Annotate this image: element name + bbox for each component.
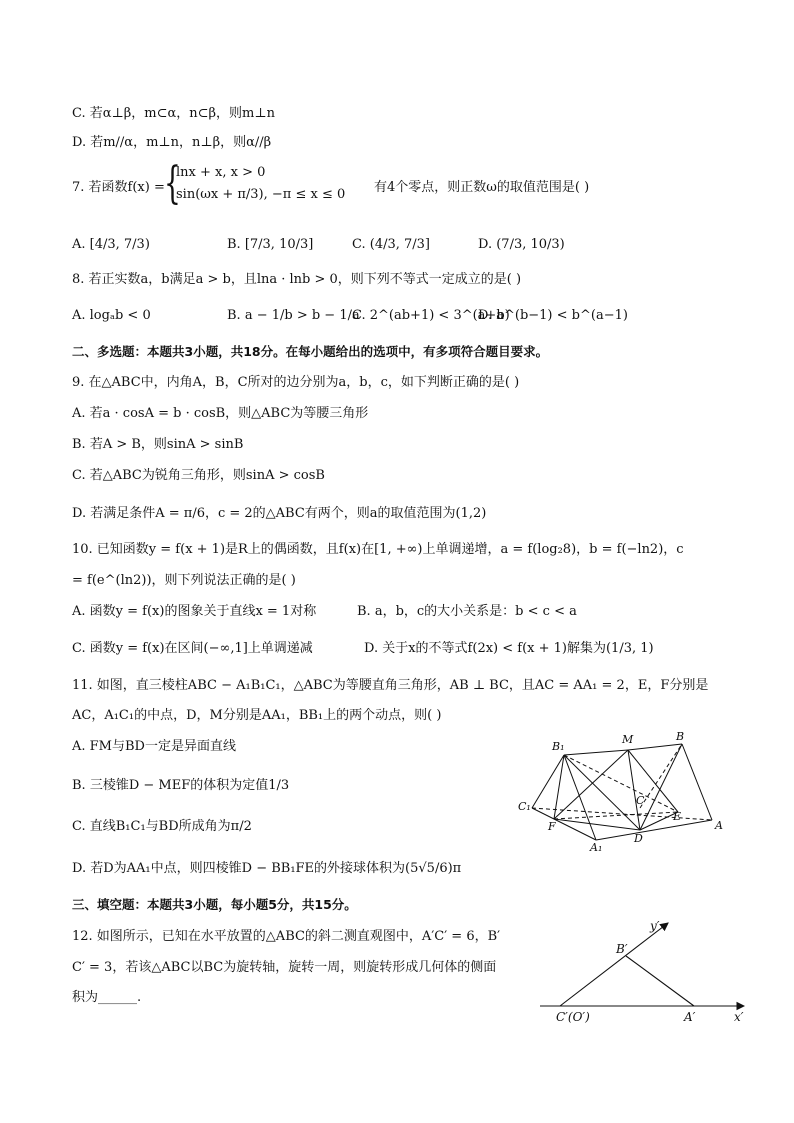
axis-label-x: x′	[734, 1010, 744, 1024]
q7-option-a: A. [4/3, 7/3)	[72, 237, 150, 252]
fig-label-a-prime: A′	[684, 1010, 696, 1024]
fig-label-d: D	[634, 832, 643, 845]
q9-option-a: A. 若a · cosA = b · cosB，则△ABC为等腰三角形	[72, 406, 369, 421]
fig-label-c: C	[636, 794, 645, 807]
q7-option-b: B. [7/3, 10/3]	[227, 237, 314, 252]
q10-stem-line-2: = f(e^(ln2))，则下列说法正确的是( )	[72, 573, 296, 588]
section-2-heading: 二、多选题：本题共3小题，共18分。在每小题给出的选项中，有多项符合题目要求。	[72, 344, 549, 359]
q7-lead: 7. 若函数f(x) =	[72, 180, 165, 195]
q7-case-1: lnx + x, x > 0	[176, 165, 266, 180]
fig-label-c1: C₁	[518, 800, 531, 813]
fig-label-b1: B₁	[552, 740, 565, 753]
q7-case-2: sin(ωx + π/3), −π ≤ x ≤ 0	[176, 187, 346, 202]
fig-label-a: A	[715, 819, 723, 832]
q11-stem-line-1: 11. 如图，直三棱柱ABC − A₁B₁C₁，△ABC为等腰直角三角形，AB ⊥ BC，且AC = AA₁ = 2，E，F分别是	[72, 678, 709, 693]
q12-stem-line-2: C′ = 3，若该△ABC以BC为旋转轴，旋转一周，则旋转形成几何体的侧面	[72, 960, 497, 975]
q10-option-d: D. 关于x的不等式f(2x) < f(x + 1)解集为(1/3, 1)	[364, 641, 654, 656]
section-3-heading: 三、填空题：本题共3小题，每小题5分，共15分。	[72, 897, 357, 912]
q7-tail: 有4个零点，则正数ω的取值范围是( )	[374, 180, 590, 195]
q11-stem-line-2: AC，A₁C₁的中点，D，M分别是AA₁，BB₁上的两个动点，则( )	[72, 708, 442, 723]
q8-option-a: A. logₐb < 0	[72, 308, 151, 323]
axis-label-y: y′	[650, 919, 660, 933]
q12-stem-line-1: 12. 如图所示，已知在水平放置的△ABC的斜二测直观图中，A′C′ = 6，B′	[72, 929, 501, 944]
q9-option-c: C. 若△ABC为锐角三角形，则sinA > cosB	[72, 468, 325, 483]
q10-stem-line-1: 10. 已知函数y = f(x + 1)是R上的偶函数，且f(x)在[1, +∞)上单调递增，a = f(log₂8)，b = f(−ln2)，c	[72, 542, 684, 557]
fig-label-c-origin: C′(O′)	[556, 1010, 590, 1024]
q11-option-a: A. FM与BD一定是异面直线	[72, 739, 236, 754]
q11-option-b: B. 三棱锥D − MEF的体积为定值1/3	[72, 778, 290, 793]
q12-stem-line-3: 积为______.	[72, 990, 142, 1005]
fig-label-b: B	[676, 730, 685, 743]
q6-option-d: D. 若m//α，m⊥n，n⊥β，则α//β	[72, 135, 272, 150]
q8-stem: 8. 若正实数a，b满足a > b，且lna · lnb > 0，则下列不等式一定成立的是( )	[72, 272, 522, 287]
q9-option-b: B. 若A > B，则sinA > sinB	[72, 437, 244, 452]
q10-option-a: A. 函数y = f(x)的图象关于直线x = 1对称	[72, 604, 317, 619]
q8-option-c: C. 2^(ab+1) < 3^(a+b)	[352, 308, 510, 323]
q8-option-d: D. a^(b−1) < b^(a−1)	[478, 308, 628, 323]
q9-stem: 9. 在△ABC中，内角A，B，C所对的边分别为a，b，c，如下判断正确的是( )	[72, 375, 520, 390]
q7-option-c: C. (4/3, 7/3]	[352, 237, 430, 252]
piecewise-brace-icon: {	[164, 158, 181, 209]
q10-option-c: C. 函数y = f(x)在区间(−∞,1]上单调递减	[72, 641, 313, 656]
fig-label-b-prime: B′	[616, 942, 628, 956]
oblique-axes-figure	[536, 915, 752, 1027]
q8-option-b: B. a − 1/b > b − 1/a	[227, 308, 360, 323]
q7-option-d: D. (7/3, 10/3)	[478, 237, 565, 252]
fig-label-m: M	[622, 733, 634, 746]
fig-label-e: E	[673, 810, 682, 823]
q9-option-d: D. 若满足条件A = π/6，c = 2的△ABC有两个，则a的取值范围为(1,2)	[72, 506, 487, 521]
q10-option-b: B. a，b，c的大小关系是：b < c < a	[357, 604, 577, 619]
q6-option-c: C. 若α⊥β，m⊂α，n⊂β，则m⊥n	[72, 106, 275, 121]
fig-label-f: F	[548, 820, 556, 833]
q11-option-d: D. 若D为AA₁中点，则四棱锥D − BB₁FE的外接球体积为(5√5/6)π	[72, 861, 462, 876]
prism-figure	[510, 728, 732, 853]
fig-label-a1: A₁	[590, 841, 603, 853]
q11-option-c: C. 直线B₁C₁与BD所成角为π/2	[72, 819, 252, 834]
